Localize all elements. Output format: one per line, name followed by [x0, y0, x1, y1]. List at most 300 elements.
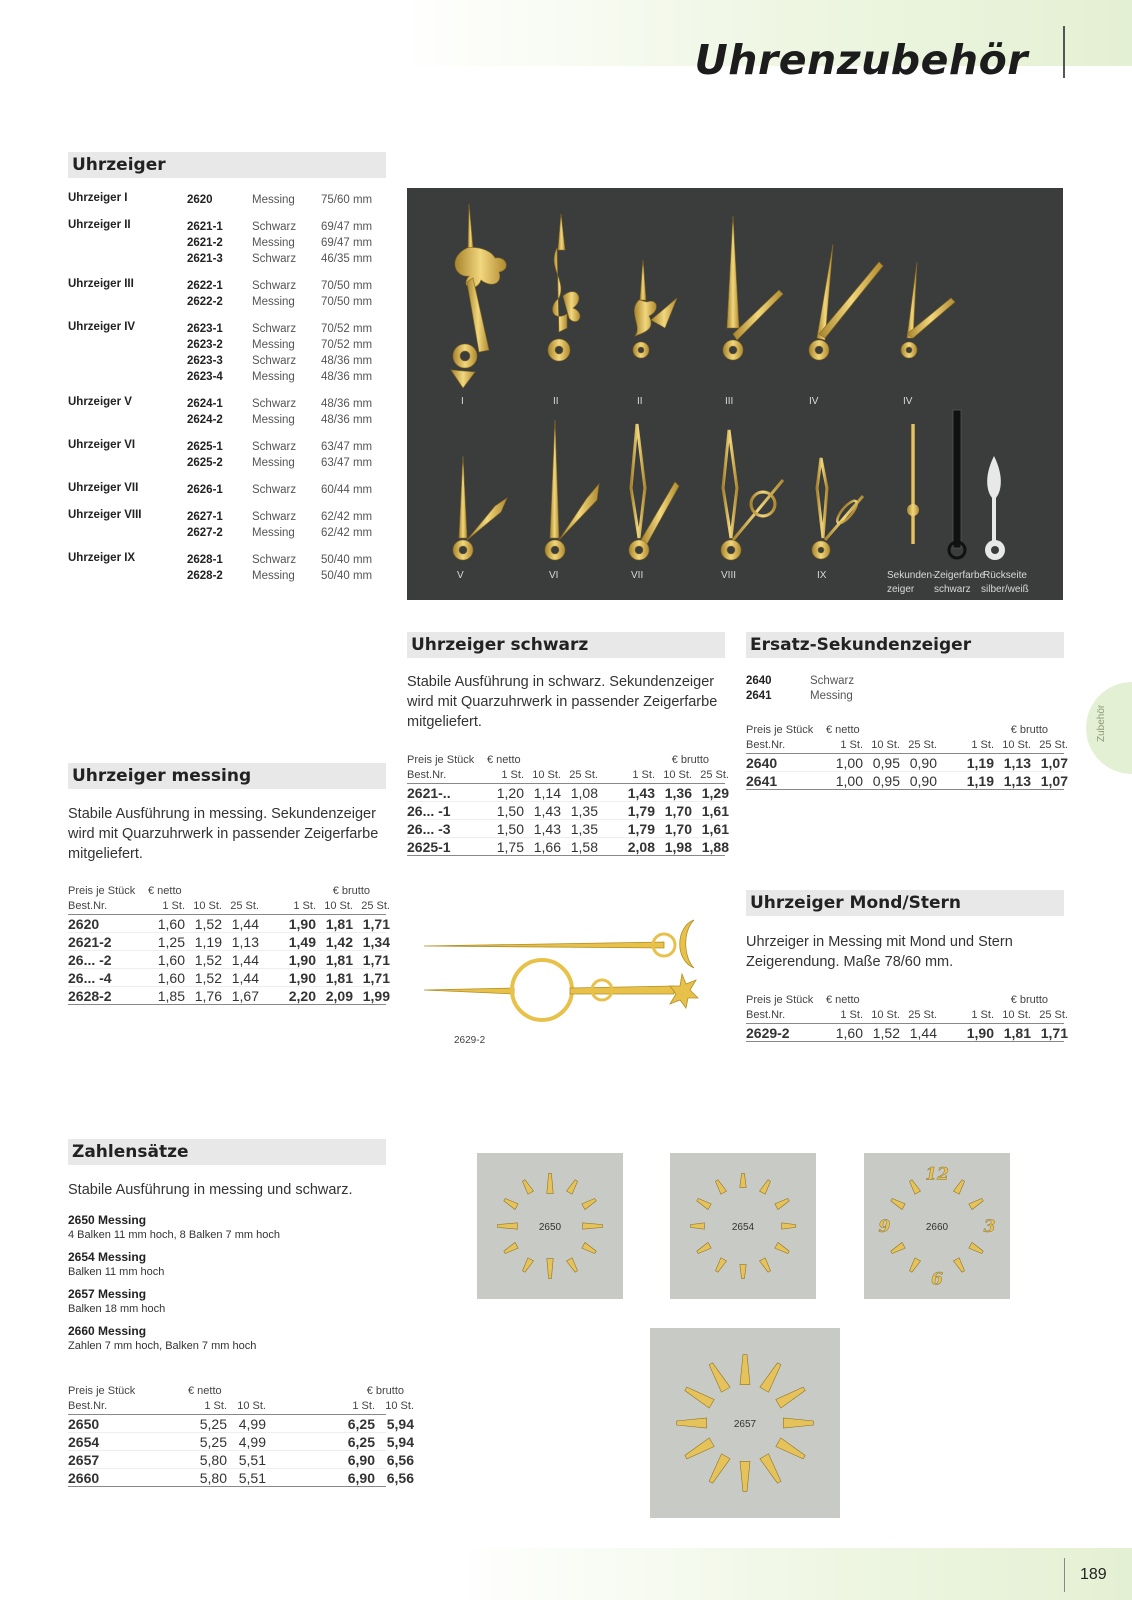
price-header-qty: 10 St. — [193, 900, 222, 912]
spacer — [266, 1399, 336, 1414]
price-table-mond — [746, 993, 1068, 1042]
dial-marker — [775, 1199, 789, 1210]
dial-marker — [910, 1180, 921, 1194]
price-header-qty: 25 St. — [908, 739, 937, 751]
price-brutto: 1,88 — [701, 839, 729, 855]
schwarz-description: Stabile Ausführung in schwarz. Sekundenzeiger wird mit Quarzuhrwerk in passender Zeigerfarbe mitgeliefert. — [407, 674, 718, 730]
hand-spec-size: 60/44 mm — [321, 484, 373, 496]
price-nr: 2660 — [68, 1470, 100, 1486]
list-item: 2650 Messing 4 Balken 11 mm hoch, 8 Balken 7 mm hoch — [68, 1213, 280, 1241]
price-brutto: 6,25 — [347, 1416, 375, 1432]
hand-spec-nr: 2623-4 — [187, 371, 223, 383]
dial-2654 — [670, 1153, 816, 1299]
price-netto: 1,44 — [231, 970, 259, 986]
dial-marker — [910, 1258, 921, 1272]
spacer — [598, 802, 618, 819]
spacer — [259, 969, 279, 986]
hand-spec-size: 70/50 mm — [321, 280, 373, 292]
hand-spec-size: 69/47 mm — [321, 221, 373, 233]
dial-marker — [969, 1199, 983, 1210]
hand-spec-color: Schwarz — [252, 323, 297, 335]
price-header-netto: € netto — [826, 724, 860, 736]
hand-spec-color: Schwarz — [252, 398, 297, 410]
spacer — [259, 933, 279, 950]
hand-group-label: Uhrzeiger VI — [68, 439, 136, 451]
hand-spec-size: 69/47 mm — [321, 237, 373, 249]
price-netto: 1,44 — [231, 952, 259, 968]
spacer — [259, 899, 279, 914]
seconds-hand-black — [949, 410, 965, 558]
zahlen-description: Stabile Ausführung in messing und schwarz. — [68, 1182, 353, 1198]
hand-II-small — [633, 260, 677, 358]
price-header-bestnr: Best.Nr. — [68, 900, 108, 912]
price-header-qty: 1 St. — [840, 739, 863, 751]
hand-spec-color: Schwarz — [252, 221, 297, 233]
price-header-qty: 1 St. — [352, 1400, 375, 1412]
hand-group-label: Uhrzeiger IV — [68, 321, 136, 333]
price-header-qty: 10 St. — [663, 769, 692, 781]
hand-spec-row — [187, 552, 388, 568]
hand-III — [723, 216, 783, 360]
price-header-qty: 10 St. — [237, 1400, 266, 1412]
price-header-row — [407, 753, 725, 768]
hand-I — [451, 204, 506, 388]
dial-marker — [716, 1180, 727, 1194]
price-brutto: 6,56 — [386, 1470, 414, 1486]
price-netto: 4,99 — [238, 1416, 266, 1432]
hand-spec-size: 50/40 mm — [321, 570, 373, 582]
hand-spec-row — [187, 294, 388, 310]
hand-group — [68, 219, 388, 267]
price-brutto: 5,94 — [386, 1434, 414, 1450]
hand-spec-nr: 2625-2 — [187, 457, 223, 469]
hand-spec-nr: 2623-3 — [187, 355, 223, 367]
dial-marker — [685, 1387, 714, 1408]
hand-spec-color: Schwarz — [252, 484, 297, 496]
price-brutto: 1,71 — [1040, 1025, 1068, 1041]
price-header-netto: € netto — [826, 994, 860, 1006]
list-item: 2657 Messing Balken 18 mm hoch — [68, 1287, 166, 1315]
price-brutto: 1,19 — [966, 755, 994, 771]
price-netto: 5,51 — [238, 1452, 266, 1468]
hand-spec-row — [187, 192, 388, 208]
dial-marker — [775, 1243, 789, 1254]
dial-marker — [567, 1180, 578, 1194]
photo-label-viii: VIII — [721, 570, 737, 581]
hand-spec-color: Schwarz — [252, 355, 297, 367]
price-nr: 2625-1 — [407, 839, 451, 855]
hand-spec-size: 50/40 mm — [321, 554, 373, 566]
hand-group — [68, 509, 388, 541]
spacer — [937, 1024, 957, 1041]
price-header-qty: 1 St. — [501, 769, 524, 781]
price-netto: 1,00 — [835, 773, 863, 789]
hand-spec-size: 62/42 mm — [321, 527, 373, 539]
price-nr: 26... -2 — [68, 952, 112, 968]
price-header-bestnr: Best.Nr. — [746, 1009, 786, 1021]
price-netto: 5,80 — [199, 1452, 227, 1468]
hand-V — [453, 456, 507, 560]
price-header-qty: 25 St. — [1039, 1009, 1068, 1021]
photo-label-v: V — [457, 570, 464, 581]
table-row — [407, 784, 729, 802]
price-netto: 5,25 — [199, 1434, 227, 1450]
spacer — [937, 1008, 957, 1023]
dial-marker — [523, 1180, 534, 1194]
ersatz-item-nr: 2641 — [746, 690, 772, 702]
hand-group-label: Uhrzeiger V — [68, 396, 132, 408]
hand-spec-row — [187, 337, 388, 353]
hand-spec-color: Schwarz — [252, 280, 297, 292]
hand-spec-nr: 2622-1 — [187, 280, 223, 292]
section-heading-uhrzeiger: Uhrzeiger — [68, 152, 386, 178]
price-header-preis: Preis je Stück — [68, 885, 136, 897]
price-brutto: 2,08 — [627, 839, 655, 855]
side-tab[interactable] — [1086, 682, 1132, 774]
list-item: 2654 Messing Balken 11 mm hoch — [68, 1250, 165, 1278]
price-nr: 2654 — [68, 1434, 100, 1450]
hand-group-label: Uhrzeiger III — [68, 278, 134, 290]
price-netto: 0,95 — [872, 773, 900, 789]
dial-marker — [709, 1363, 730, 1392]
photo-label-ix: IX — [817, 570, 827, 581]
hand-group — [68, 278, 388, 310]
price-header-row — [68, 1384, 404, 1399]
hand-spec-color: Schwarz — [252, 511, 297, 523]
price-nr: 26... -1 — [407, 803, 451, 819]
hand-IV-small — [901, 262, 955, 358]
price-brutto: 1,70 — [664, 803, 692, 819]
hand-spec-color: Messing — [252, 570, 295, 582]
list-item: 2660 Messing Zahlen 7 mm hoch, Balken 7 mm hoch — [68, 1324, 257, 1352]
table-row — [746, 1024, 1068, 1042]
price-brutto: 2,09 — [325, 988, 353, 1004]
dial-marker — [760, 1180, 771, 1194]
price-netto: 1,25 — [157, 934, 185, 950]
hand-spec-row — [187, 509, 388, 525]
dial-marker — [954, 1180, 965, 1194]
hand-spec-size: 62/42 mm — [321, 511, 373, 523]
hand-spec-nr: 2625-1 — [187, 441, 223, 453]
section-heading-schwarz: Uhrzeiger schwarz — [407, 632, 725, 658]
price-header-qty: 25 St. — [230, 900, 259, 912]
price-netto: 4,99 — [238, 1434, 266, 1450]
price-header-qty: 1 St. — [632, 769, 655, 781]
price-nr: 2640 — [746, 755, 778, 771]
hand-group-label: Uhrzeiger IX — [68, 552, 136, 564]
dial-numeral: 6 — [931, 1269, 943, 1290]
price-subheader-row — [746, 738, 1068, 754]
dial-marker — [504, 1243, 518, 1254]
hand-group — [68, 439, 388, 471]
price-netto: 0,90 — [909, 755, 937, 771]
ersatz-item-color: Messing — [810, 690, 853, 702]
price-netto: 1,08 — [570, 785, 598, 801]
dial-marker — [891, 1243, 905, 1254]
dial-marker — [583, 1223, 603, 1229]
table-row — [746, 772, 1068, 790]
spacer — [266, 1469, 336, 1486]
hand-spec-size: 63/47 mm — [321, 441, 373, 453]
price-nr: 2620 — [68, 916, 100, 932]
hand-spec-color: Schwarz — [252, 441, 297, 453]
table-row — [407, 838, 729, 856]
price-netto: 1,75 — [496, 839, 524, 855]
photo-label-schwarz: schwarz — [934, 584, 971, 595]
spacer — [259, 915, 279, 932]
dial-marker — [740, 1355, 750, 1385]
price-brutto: 6,56 — [386, 1452, 414, 1468]
price-nr: 2650 — [68, 1416, 100, 1432]
price-header-qty: 1 St. — [293, 900, 316, 912]
price-header-preis: Preis je Stück — [746, 724, 814, 736]
seconds-hand-brass — [907, 424, 919, 544]
price-header-brutto: € brutto — [1010, 994, 1048, 1006]
price-brutto: 1,49 — [288, 934, 316, 950]
spacer — [598, 838, 618, 855]
dial-marker — [685, 1438, 714, 1459]
price-netto: 1,76 — [194, 988, 222, 1004]
price-brutto: 6,90 — [347, 1452, 375, 1468]
price-brutto: 1,42 — [325, 934, 353, 950]
price-nr: 2628-2 — [68, 988, 112, 1004]
price-subheader-row — [746, 1008, 1068, 1024]
table-row — [68, 987, 390, 1005]
dial-marker — [709, 1454, 730, 1483]
price-brutto: 1,34 — [362, 934, 390, 950]
table-row — [68, 1415, 414, 1433]
spacer — [259, 987, 279, 1004]
price-header-qty: 10 St. — [1002, 739, 1031, 751]
hand-spec-row — [187, 219, 388, 235]
price-netto: 1,67 — [231, 988, 259, 1004]
moon-image-label: 2629-2 — [454, 1035, 486, 1046]
hand-spec-color: Messing — [252, 527, 295, 539]
price-brutto: 1,29 — [701, 785, 729, 801]
price-header-preis: Preis je Stück — [68, 1385, 136, 1397]
spacer — [598, 784, 618, 801]
moon-star-hands-image — [424, 908, 714, 1058]
price-netto: 1,00 — [835, 755, 863, 771]
hand-VI — [545, 420, 599, 560]
hand-group — [68, 482, 388, 498]
hand-spec-nr: 2621-3 — [187, 253, 223, 265]
hand-spec-list — [68, 192, 388, 595]
price-header-row — [746, 723, 1064, 738]
price-header-qty: 25 St. — [1039, 739, 1068, 751]
hand-spec-row — [187, 369, 388, 385]
hand-spec-color: Messing — [252, 414, 295, 426]
price-netto: 1,52 — [194, 970, 222, 986]
hand-spec-size: 70/50 mm — [321, 296, 373, 308]
hand-spec-row — [187, 251, 388, 267]
dial-marker — [740, 1173, 746, 1187]
hand-spec-color: Schwarz — [252, 253, 297, 265]
dial-label: 2660 — [925, 1222, 949, 1233]
photo-label-iv-a: IV — [809, 396, 819, 407]
hand-spec-row — [187, 455, 388, 471]
hand-spec-size: 46/35 mm — [321, 253, 373, 265]
price-netto: 5,51 — [238, 1470, 266, 1486]
price-netto: 1,13 — [231, 934, 259, 950]
hand-spec-size: 70/52 mm — [321, 323, 373, 335]
dial-marker — [969, 1243, 983, 1254]
price-header-netto: € netto — [148, 885, 182, 897]
dial-marker — [760, 1363, 781, 1392]
price-table-ersatz — [746, 723, 1068, 790]
price-brutto: 5,94 — [386, 1416, 414, 1432]
photo-label-vi: VI — [549, 570, 559, 581]
side-tab-label: Zubehör — [1096, 704, 1107, 742]
hand-spec-row — [187, 278, 388, 294]
photo-label-sekunden: Sekunden- — [887, 570, 936, 581]
price-brutto: 1,90 — [966, 1025, 994, 1041]
price-netto: 1,20 — [496, 785, 524, 801]
price-header-row — [68, 884, 386, 899]
clock-hands-photo — [407, 188, 1063, 600]
dial-marker — [697, 1243, 711, 1254]
mond-description: Uhrzeiger in Messing mit Mond und Stern Zeigerendung. Maße 78/60 mm. — [746, 934, 1013, 970]
hand-IX — [812, 458, 863, 559]
spacer — [937, 738, 957, 753]
price-brutto: 1,07 — [1040, 755, 1068, 771]
price-brutto: 1,90 — [288, 970, 316, 986]
dial-marker — [547, 1173, 553, 1193]
price-header-qty: 1 St. — [840, 1009, 863, 1021]
price-brutto: 1,99 — [362, 988, 390, 1004]
seconds-hand-silver — [985, 456, 1005, 560]
price-brutto: 1,13 — [1003, 773, 1031, 789]
spacer — [937, 754, 957, 771]
price-netto: 0,90 — [909, 773, 937, 789]
price-netto: 1,52 — [872, 1025, 900, 1041]
hand-spec-size: 75/60 mm — [321, 194, 373, 206]
section-heading-ersatz: Ersatz-Sekundenzeiger — [746, 632, 1064, 658]
dial-label: 2654 — [731, 1222, 755, 1233]
price-brutto: 1,07 — [1040, 773, 1068, 789]
table-row — [68, 1469, 414, 1487]
hand-spec-nr: 2621-1 — [187, 221, 223, 233]
zahlen-item-list — [68, 1213, 388, 1361]
price-header-qty: 1 St. — [204, 1400, 227, 1412]
price-netto: 1,60 — [157, 916, 185, 932]
price-netto: 1,60 — [157, 970, 185, 986]
hand-spec-nr: 2622-2 — [187, 296, 223, 308]
spacer — [937, 772, 957, 789]
price-header-bestnr: Best.Nr. — [68, 1400, 108, 1412]
hand-spec-color: Messing — [252, 339, 295, 351]
price-header-row — [746, 993, 1064, 1008]
hand-spec-nr: 2627-1 — [187, 511, 223, 523]
price-brutto: 6,25 — [347, 1434, 375, 1450]
price-netto: 1,43 — [533, 803, 561, 819]
dial-marker — [776, 1387, 805, 1408]
photo-label-iv-b: IV — [903, 396, 913, 407]
hand-spec-color: Messing — [252, 371, 295, 383]
hand-spec-nr: 2626-1 — [187, 484, 223, 496]
hand-spec-nr: 2628-1 — [187, 554, 223, 566]
price-header-brutto: € brutto — [1010, 724, 1048, 736]
price-header-brutto: € brutto — [366, 1385, 404, 1397]
hand-group — [68, 321, 388, 385]
dial-marker — [497, 1223, 517, 1229]
price-brutto: 1,19 — [966, 773, 994, 789]
dial-marker — [547, 1259, 553, 1279]
title-divider — [1063, 26, 1065, 78]
price-brutto: 1,81 — [325, 970, 353, 986]
price-brutto: 1,90 — [288, 952, 316, 968]
price-nr: 2641 — [746, 773, 778, 789]
page-title: Uhrenzubehör — [694, 36, 1028, 84]
table-row — [746, 754, 1068, 772]
price-brutto: 1,43 — [627, 785, 655, 801]
hand-spec-color: Messing — [252, 237, 295, 249]
dial-label: 2650 — [538, 1222, 562, 1233]
price-header-qty: 1 St. — [162, 900, 185, 912]
table-row — [68, 969, 390, 987]
hand-spec-nr: 2621-2 — [187, 237, 223, 249]
price-brutto: 1,71 — [362, 952, 390, 968]
price-brutto: 1,98 — [664, 839, 692, 855]
section-heading-messing: Uhrzeiger messing — [68, 763, 386, 789]
dial-marker — [582, 1243, 596, 1254]
price-brutto: 1,71 — [362, 970, 390, 986]
price-header-netto: € netto — [188, 1385, 222, 1397]
hand-group — [68, 396, 388, 428]
dial-marker — [582, 1199, 596, 1210]
price-brutto: 1,81 — [1003, 1025, 1031, 1041]
dial-numeral: 9 — [878, 1217, 891, 1237]
price-header-qty: 10 St. — [1002, 1009, 1031, 1021]
price-netto: 1,85 — [157, 988, 185, 1004]
price-brutto: 6,90 — [347, 1470, 375, 1486]
price-brutto: 1,71 — [362, 916, 390, 932]
price-netto: 5,25 — [199, 1416, 227, 1432]
messing-description: Stabile Ausführung in messing. Sekundenzeiger wird mit Quarzuhrwerk in passender Zeigerfarbe mitgeliefert. — [68, 806, 379, 862]
hand-VIII — [721, 430, 783, 560]
price-netto: 1,52 — [194, 952, 222, 968]
photo-label-i: I — [461, 396, 464, 407]
ersatz-items — [746, 674, 854, 704]
photo-label-rueckseite: Rückseite — [983, 570, 1027, 581]
spacer — [266, 1451, 336, 1468]
price-netto: 1,19 — [194, 934, 222, 950]
spacer — [266, 1433, 336, 1450]
dial-numeral: 3 — [983, 1217, 996, 1237]
spacer — [259, 951, 279, 968]
section-heading-mond: Uhrzeiger Mond/Stern — [746, 890, 1064, 916]
price-netto: 1,66 — [533, 839, 561, 855]
price-netto: 5,80 — [199, 1470, 227, 1486]
dial-marker — [697, 1199, 711, 1210]
section-heading-zahlen: Zahlensätze — [68, 1139, 386, 1165]
price-netto: 1,52 — [194, 916, 222, 932]
dial-marker — [740, 1461, 750, 1491]
hand-spec-nr: 2623-1 — [187, 323, 223, 335]
table-row — [407, 802, 729, 820]
price-netto: 1,44 — [909, 1025, 937, 1041]
price-brutto: 1,90 — [288, 916, 316, 932]
table-row — [68, 951, 390, 969]
price-header-qty: 25 St. — [700, 769, 729, 781]
photo-label-vii: VII — [631, 570, 644, 581]
hand-VII — [629, 424, 679, 560]
price-subheader-row — [68, 1399, 414, 1415]
price-header-qty: 10 St. — [385, 1400, 414, 1412]
hand-spec-nr: 2627-2 — [187, 527, 223, 539]
dial-marker — [783, 1418, 813, 1428]
price-brutto: 1,81 — [325, 916, 353, 932]
